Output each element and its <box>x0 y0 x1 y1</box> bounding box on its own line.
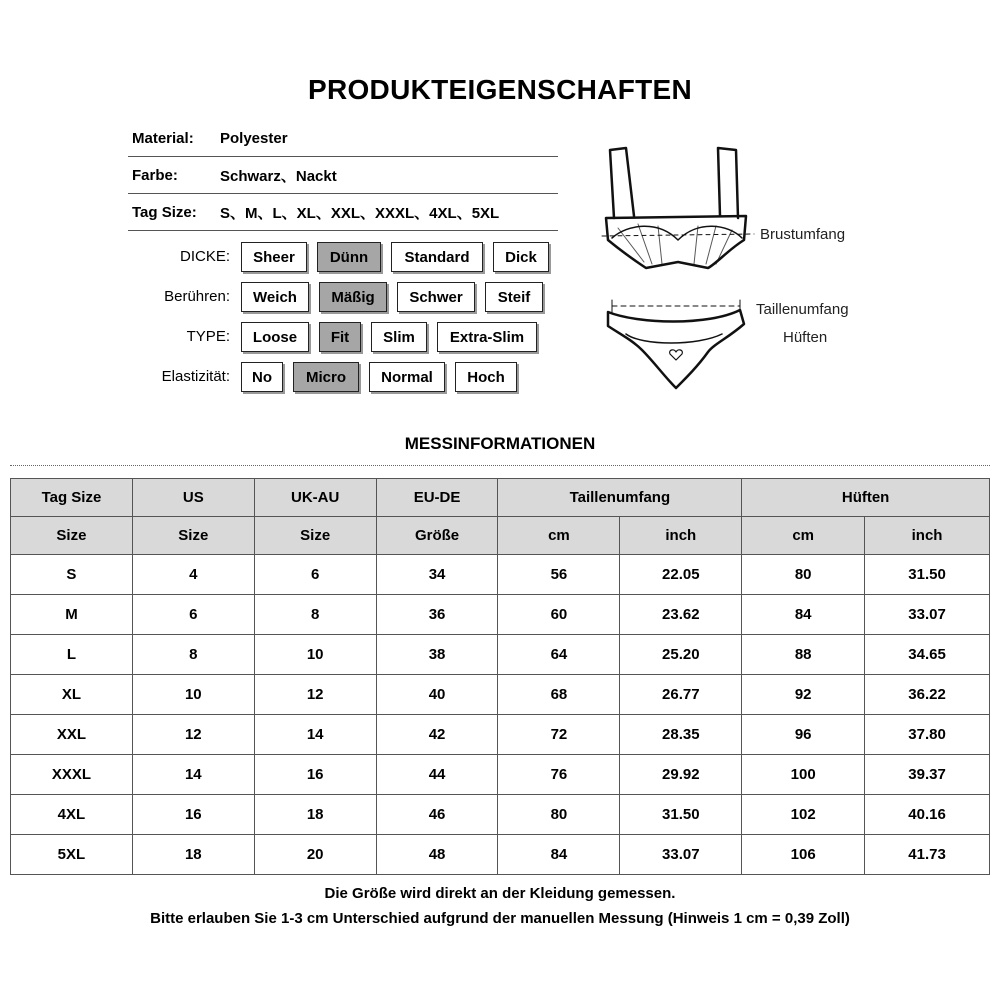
table-body <box>11 555 990 875</box>
table-header-cell: US <box>132 479 254 517</box>
table-cell: M <box>11 595 133 635</box>
table-row <box>11 555 990 595</box>
table-cell: 37.80 <box>865 715 990 755</box>
table-row <box>11 795 990 835</box>
table-cell: S <box>11 555 133 595</box>
option-chip-loose: Loose <box>241 322 309 352</box>
option-row-elasticity <box>130 360 505 392</box>
table-subheader-cell: inch <box>620 517 742 555</box>
property-label: Farbe: <box>132 166 178 184</box>
table-cell: 46 <box>376 795 498 835</box>
table-cell: 56 <box>498 555 620 595</box>
option-row-thickness <box>130 240 537 272</box>
note-line-2: Bitte erlauben Sie 1-3 cm Unterschied aufgrund der manuellen Messung (Hinweis 1 cm = 0,39 Zoll) <box>150 910 850 927</box>
table-cell: 41.73 <box>865 835 990 875</box>
option-chip-slim: Slim <box>371 322 427 352</box>
option-row-touch <box>130 280 531 312</box>
table-cell: 16 <box>254 755 376 795</box>
measurement-section-title: MESSINFORMATIONEN <box>404 434 596 453</box>
table-row <box>11 635 990 675</box>
table-cell: 40 <box>376 675 498 715</box>
table-cell: 36.22 <box>865 675 990 715</box>
option-chip-steif: Steif <box>485 282 543 312</box>
table-cell: 60 <box>498 595 620 635</box>
property-label: Tag Size: <box>132 203 197 221</box>
table-cell: 42 <box>376 715 498 755</box>
table-cell: 84 <box>498 835 620 875</box>
table-cell: 88 <box>742 635 865 675</box>
table-cell: 10 <box>254 635 376 675</box>
option-row-type <box>130 320 525 352</box>
table-cell: 18 <box>254 795 376 835</box>
table-cell: 6 <box>132 595 254 635</box>
table-header-cell: UK-AU <box>254 479 376 517</box>
size-chart-table <box>10 478 990 875</box>
table-header-cell: Tag Size <box>11 479 133 517</box>
table-header-cell: EU-DE <box>376 479 498 517</box>
table-header-cell: Taillenumfang <box>498 479 742 517</box>
table-cell: 34.65 <box>865 635 990 675</box>
property-label: Material: <box>132 129 194 147</box>
property-row-tag-size <box>128 194 558 231</box>
table-cell: 23.62 <box>620 595 742 635</box>
table-cell: 96 <box>742 715 865 755</box>
waist-label: Taillenumfang <box>756 301 849 318</box>
table-cell: 4 <box>132 555 254 595</box>
bra-sketch-icon <box>598 140 878 400</box>
hip-label: Hüften <box>783 329 828 346</box>
table-cell: XXXL <box>11 755 133 795</box>
table-cell: 6 <box>254 555 376 595</box>
table-row <box>11 835 990 875</box>
table-subheader-cell: Size <box>132 517 254 555</box>
table-cell: 12 <box>254 675 376 715</box>
table-cell: 36 <box>376 595 498 635</box>
table-row <box>11 595 990 635</box>
table-cell: 102 <box>742 795 865 835</box>
table-cell: 22.05 <box>620 555 742 595</box>
bust-label: Brustumfang <box>760 226 846 243</box>
dotted-divider <box>10 465 990 466</box>
table-cell: 84 <box>742 595 865 635</box>
table-cell: 44 <box>376 755 498 795</box>
table-cell: 29.92 <box>620 755 742 795</box>
table-cell: 12 <box>132 715 254 755</box>
option-chip-normal: Normal <box>369 362 445 392</box>
table-cell: 80 <box>742 555 865 595</box>
table-row <box>11 675 990 715</box>
option-chip-fit: Fit <box>319 322 361 352</box>
table-cell: 26.77 <box>620 675 742 715</box>
option-label: DICKE: <box>179 247 230 265</box>
table-cell: 33.07 <box>620 835 742 875</box>
table-cell: L <box>11 635 133 675</box>
product-properties <box>128 120 558 231</box>
option-chip-no: No <box>241 362 283 392</box>
table-subheader-cell: Größe <box>376 517 498 555</box>
option-chip-extra-slim: Extra-Slim <box>437 322 537 352</box>
measurement-illustration <box>598 140 878 400</box>
table-cell: 25.20 <box>620 635 742 675</box>
table-cell: 92 <box>742 675 865 715</box>
option-label: Elastizität: <box>161 367 230 385</box>
option-label: Berühren: <box>164 287 230 305</box>
property-value: Polyester <box>220 129 288 147</box>
property-row-material <box>128 120 558 157</box>
table-cell: 40.16 <box>865 795 990 835</box>
table-cell: 64 <box>498 635 620 675</box>
table-subheader-cell: Size <box>11 517 133 555</box>
option-chip-schwer: Schwer <box>397 282 475 312</box>
table-cell: 4XL <box>11 795 133 835</box>
table-cell: 8 <box>254 595 376 635</box>
table-cell: 76 <box>498 755 620 795</box>
table-cell: 106 <box>742 835 865 875</box>
table-cell: 80 <box>498 795 620 835</box>
option-chip-hoch: Hoch <box>455 362 517 392</box>
table-cell: 31.50 <box>620 795 742 835</box>
table-cell: 100 <box>742 755 865 795</box>
table-row <box>11 715 990 755</box>
table-cell: 10 <box>132 675 254 715</box>
option-chip-dick: Dick <box>493 242 549 272</box>
table-subheader-cell: Size <box>254 517 376 555</box>
table-header-cell: Hüften <box>742 479 990 517</box>
table-cell: 18 <box>132 835 254 875</box>
table-cell: XXL <box>11 715 133 755</box>
property-value: S、M、L、XL、XXL、XXXL、4XL、5XL <box>220 204 500 222</box>
table-cell: 39.37 <box>865 755 990 795</box>
option-chip-duenn: Dünn <box>317 242 381 272</box>
table-cell: 31.50 <box>865 555 990 595</box>
table-cell: 14 <box>132 755 254 795</box>
table-cell: 48 <box>376 835 498 875</box>
table-cell: 5XL <box>11 835 133 875</box>
note-line-1: Die Größe wird direkt an der Kleidung gemessen. <box>324 885 676 902</box>
table-cell: 14 <box>254 715 376 755</box>
table-cell: 28.35 <box>620 715 742 755</box>
table-cell: 16 <box>132 795 254 835</box>
table-cell: 38 <box>376 635 498 675</box>
option-label: TYPE: <box>186 327 230 345</box>
table-subheader-row <box>11 517 990 555</box>
table-cell: 72 <box>498 715 620 755</box>
table-cell: XL <box>11 675 133 715</box>
table-row <box>11 755 990 795</box>
table-cell: 20 <box>254 835 376 875</box>
option-chip-micro: Micro <box>293 362 359 392</box>
option-chip-standard: Standard <box>391 242 483 272</box>
table-cell: 33.07 <box>865 595 990 635</box>
page-title: PRODUKTEIGENSCHAFTEN <box>307 74 692 105</box>
property-value: Schwarz、Nackt <box>220 167 337 185</box>
table-header-row <box>11 479 990 517</box>
table-subheader-cell: inch <box>865 517 990 555</box>
table-subheader-cell: cm <box>742 517 865 555</box>
table-cell: 8 <box>132 635 254 675</box>
option-chip-weich: Weich <box>241 282 309 312</box>
table-cell: 34 <box>376 555 498 595</box>
table-cell: 68 <box>498 675 620 715</box>
table-subheader-cell: cm <box>498 517 620 555</box>
option-chip-maessig: Mäßig <box>319 282 387 312</box>
property-row-color <box>128 157 558 194</box>
option-chip-sheer: Sheer <box>241 242 307 272</box>
